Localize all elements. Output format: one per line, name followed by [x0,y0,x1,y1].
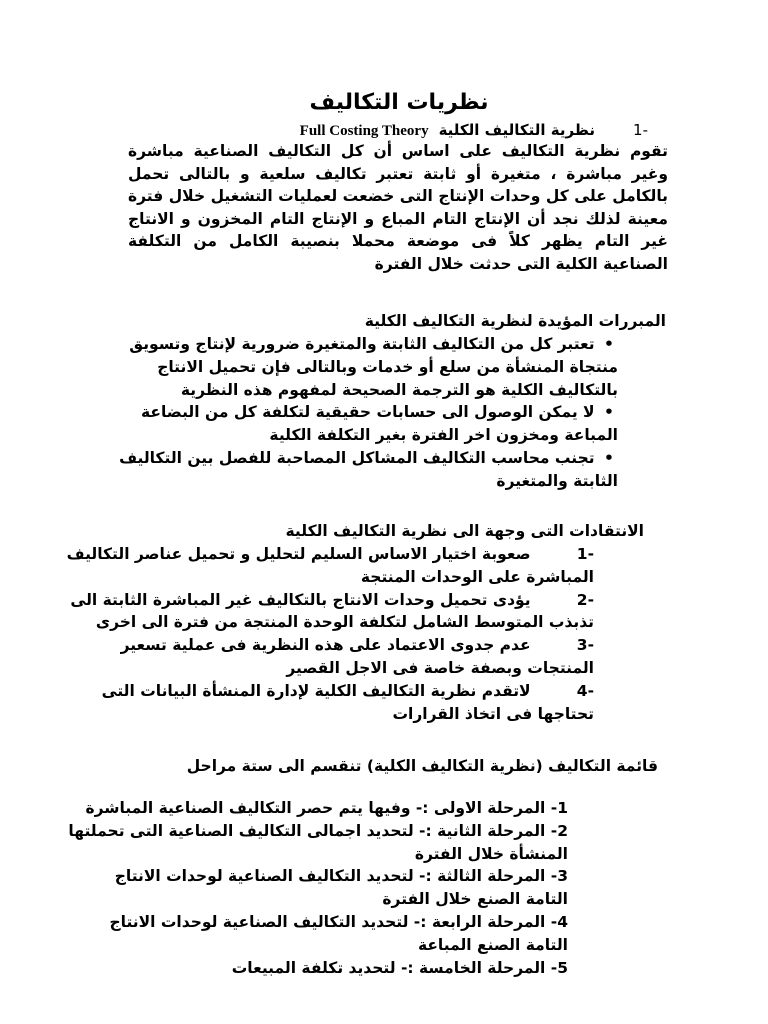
list-item [68,911,568,957]
section-1-title-arabic: نظرية التكاليف الكلية [438,121,596,139]
list-item-text: المرحلة الاولى :- وفيها يتم حصر التكاليف الصناعية المباشرة [85,799,546,817]
section-1-number: -1 [633,121,648,139]
bullet-icon: • [604,403,614,422]
section-1-title-english: Full Costing Theory [299,123,429,139]
list-item [98,401,618,447]
criticisms-heading: الانتقادات التى وجهة الى نظرية التكاليف الكلية [285,522,644,540]
list-item [98,447,618,493]
list-item-number: -3 [576,636,594,655]
list-item [54,680,594,726]
list-item [98,333,618,401]
list-item-text: لا يمكن الوصول الى حسابات حقيقية لتكلفة كل من البضاعة المباعة ومخزون اخر الفترة بغير التكلفة الكلية [141,403,618,445]
list-item-number: 4- [550,912,568,931]
list-item-number: 3- [550,867,568,886]
stages-list [68,797,568,979]
list-item-number: 1- [550,799,568,817]
list-item-number: 5- [550,958,568,977]
list-item [68,797,568,820]
section-1-paragraph: تقوم نظرية التكاليف على اساس أن كل التكاليف الصناعية مباشرة وغير مباشرة ، متغيرة أو ثابتة تعتبر تكاليف سلعية و بالتالى تحمل بالكامل على كل وحدات الإنتاج التى خضعت لعمليات التشغيل خلال فترة معينة لذلك نجد أن الإنتاج التام المباع و الإنتاج التام المخزون و الانتاج غير التام يظهر كلاً فى موضعة محملا بنصيبة الكامل من التكلفة الصناعية الكلية التى حدثت خلال الفترة [128,142,668,273]
list-item-text: لاتقدم نظرية التكاليف الكلية لإدارة المنشأة البيانات التى تحتاجها فى اتخاذ القرارات [101,681,594,723]
list-item [68,820,568,866]
list-item-text: تجنب محاسب التكاليف المشاكل المصاحبة للفصل بين التكاليف الثابتة والمتغيرة [119,448,618,490]
list-item-text: عدم جدوى الاعتماد على هذه النظرية فى عملية تسعير المنتجات وبصفة خاصة فى الاجل القصير [120,636,594,677]
list-item-text: المرحلة الثالثة :- لتحديد التكاليف الصناعية لوحدات الانتاج التامة الصنع خلال الفترة [114,867,568,909]
list-item [68,957,568,980]
bullet-icon: • [604,448,614,467]
stages-heading: قائمة التكاليف (نظرية التكاليف الكلية) تنقسم الى ستة مراحل [186,757,658,775]
list-item [54,543,594,589]
list-item-number: -4 [576,681,594,700]
list-item-text: صعوبة اختيار الاساس السليم لتحليل و تحميل عناصر التكاليف المباشرة على الوحدات المنتجة [66,545,594,586]
criticisms-list [54,543,594,725]
justifications-list [98,333,618,493]
list-item-text: المرحلة الثانية :- لتحديد اجمالى التكاليف الصناعية التى تحملتها المنشأة خلال الفترة [68,821,568,863]
list-item [54,589,594,635]
list-item-text: يؤدى تحميل وحدات الانتاج بالتكاليف غير المباشرة الثابتة الى تذبذب المتوسط الشامل لتكلفة الوحدة المنتجة من فترة الى اخرى [70,590,594,632]
list-item-text: المرحلة الرابعة :- لتحديد التكاليف الصناعية لوحدات الانتاج التامة الصنع المباعة [109,912,568,954]
list-item-text: المرحلة الخامسة :- لتحديد تكلفة المبيعات [231,958,546,977]
list-item [54,634,594,680]
list-item [68,865,568,911]
justifications-heading: المبررات المؤيدة لنظرية التكاليف الكلية [364,312,666,330]
list-item-text: تعتبر كل من التكاليف الثابتة والمتغيرة ضرورية لإنتاج وتسويق منتجاة المنشأة من سلع أو خدمات وبالتالى فإن تحميل الانتاج بالتكاليف الكلية هو الترجمة الصحيحة لمفهوم هذه النظرية [129,335,618,399]
bullet-icon: • [604,335,614,353]
list-item-number: -1 [576,545,594,563]
section-1-title [128,121,648,140]
list-item-number: 2- [550,821,568,840]
page-title: نظريات التكاليف [309,90,489,115]
list-item-number: -2 [576,590,594,609]
